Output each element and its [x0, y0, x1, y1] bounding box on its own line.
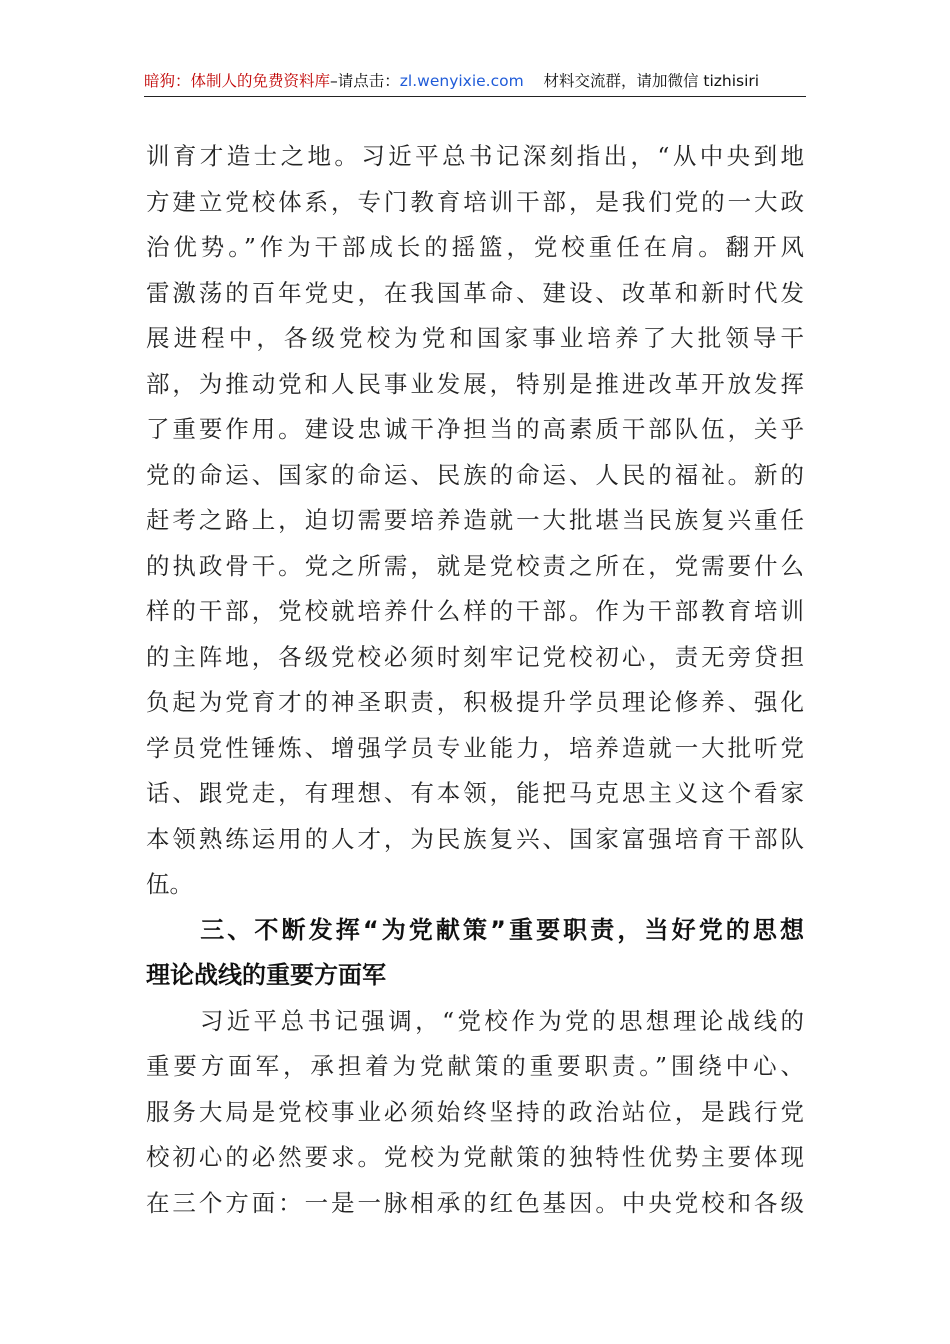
paragraph-2 — [146, 999, 804, 1227]
text-line: 重要方面军，承担着为党献策的重要职责。”围绕中心、 — [146, 1052, 804, 1080]
document-body — [146, 134, 804, 1226]
section-heading-line: 三、不断发挥“为党献策”重要职责，当好党的思想 — [146, 915, 804, 944]
header-url-link[interactable]: zl.wenyixie.com — [399, 72, 524, 90]
text-line: 校初心的必然要求。党校为党献策的独特性优势主要体现 — [146, 1143, 804, 1171]
page-header — [144, 68, 806, 94]
text-line: 部，为推动党和人民事业发展，特别是推进改革开放发挥 — [146, 369, 804, 398]
text-line: 了重要作用。建设忠诚干净担当的高素质干部队伍，关乎 — [146, 415, 804, 443]
paragraph-1 — [146, 134, 804, 908]
text-line: 的主阵地，各级党校必须时刻牢记党校初心，责无旁贷担 — [146, 642, 804, 671]
text-line: 党的命运、国家的命运、民族的命运、人民的福祉。新的 — [146, 460, 804, 489]
header-divider — [144, 96, 806, 97]
text-line: 赶考之路上，迫切需要培养造就一大批堪当民族复兴重任 — [146, 506, 804, 534]
text-line: 习近平总书记强调，“党校作为党的思想理论战线的 — [146, 1006, 804, 1035]
text-line: 伍。 — [146, 870, 193, 898]
text-line: 训育才造士之地。习近平总书记深刻指出，“从中央到地 — [146, 142, 804, 170]
header-site-name: 暗狗：体制人的免费资料库 — [144, 72, 331, 90]
text-line: 的执政骨干。党之所需，就是党校责之所在，党需要什么 — [146, 551, 804, 580]
text-line: 方建立党校体系，专门教育培训干部，是我们党的一大政 — [146, 187, 804, 216]
text-line: 样的干部，党校就培养什么样的干部。作为干部教育培训 — [146, 597, 804, 625]
header-click-prompt: –请点击： — [330, 72, 400, 90]
header-spacer — [524, 72, 544, 90]
text-line: 雷激荡的百年党史，在我国革命、建设、改革和新时代发 — [146, 278, 804, 307]
section-heading-line: 理论战线的重要方面军 — [146, 961, 386, 989]
text-line: 服务大局是党校事业必须始终坚持的政治站位，是践行党 — [146, 1097, 804, 1126]
text-line: 本领熟练运用的人才，为民族复兴、国家富强培育干部队 — [146, 824, 804, 853]
text-line: 话、跟党走，有理想、有本领，能把马克思主义这个看家 — [146, 779, 804, 807]
text-line: 负起为党育才的神圣职责，积极提升学员理论修养、强化 — [146, 688, 804, 716]
header-group-note: 材料交流群，请加微信 tizhisiri — [543, 72, 760, 90]
section-heading — [146, 908, 804, 999]
text-line: 展进程中，各级党校为党和国家事业培养了大批领导干 — [146, 324, 804, 352]
text-line: 学员党性锤炼、增强学员专业能力，培养造就一大批听党 — [146, 733, 804, 762]
text-line: 在三个方面：一是一脉相承的红色基因。中央党校和各级 — [146, 1188, 804, 1217]
text-line: 治优势。”作为干部成长的摇篮，党校重任在肩。翻开风 — [146, 233, 804, 261]
